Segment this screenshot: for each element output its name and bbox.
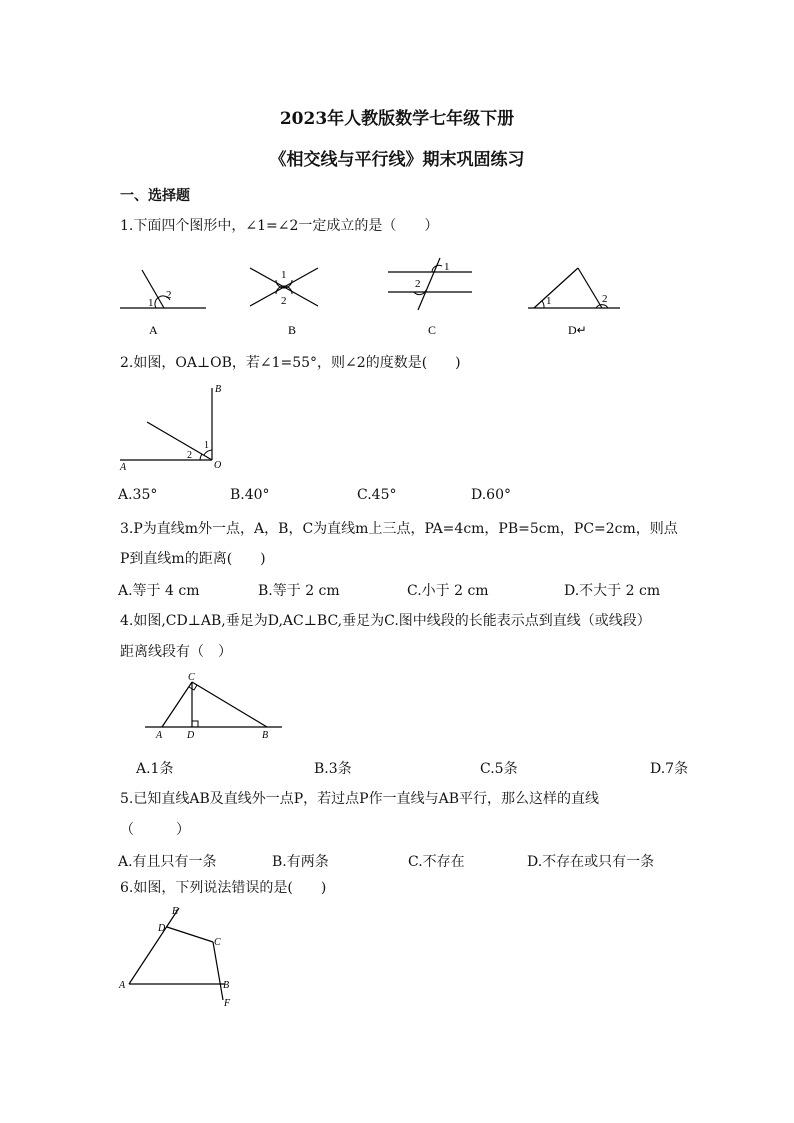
question-6-figure [115, 900, 245, 1012]
figure-b-angle-2: 2 [281, 295, 287, 307]
figure-c-label: C [428, 323, 437, 337]
q4-option-b: B.3条 [314, 761, 352, 777]
figure-6-point-c: C [214, 937, 221, 948]
figure-c [388, 258, 472, 337]
figure-c-angle-1: 1 [444, 261, 450, 273]
question-2-figure [115, 380, 235, 475]
q2-option-a: A.35° [118, 487, 158, 503]
q5-option-a: A.有且只有一条 [118, 854, 217, 870]
figure-a [120, 270, 206, 337]
q2-option-b: B.40° [230, 487, 270, 503]
figure-b-angle-1: 1 [281, 269, 287, 281]
question-3-line-2: P到直线m的距离( ) [120, 551, 266, 567]
figure-2-angle-1: 1 [204, 440, 209, 451]
q4-option-a: A.1条 [136, 761, 174, 777]
q2-option-d: D.60° [471, 487, 511, 503]
figure-2-point-o: O [214, 460, 222, 471]
figure-2-angle-2: 2 [187, 450, 192, 461]
document-title: 2023年人教版数学七年级下册 [279, 109, 515, 129]
figure-6-point-e: E [172, 906, 179, 917]
section-heading: 一、选择题 [120, 188, 190, 204]
question-3-line-1: 3.P为直线m外一点，A，B，C为直线m上三点，PA=4cm，PB=5cm，PC=2cm，则点 [120, 521, 678, 537]
question-2-text: 2.如图，OA⊥OB，若∠1=55°，则∠2的度数是( ) [120, 355, 461, 371]
figure-6-point-d: D [158, 923, 166, 934]
figure-b [250, 268, 318, 337]
figure-4-point-a: A [156, 730, 163, 741]
question-5-line-2: （ ） [120, 822, 190, 838]
figure-d-angle-2: 2 [602, 293, 608, 305]
q5-option-c: C.不存在 [408, 854, 465, 870]
q3-option-b: B.等于 2 cm [258, 583, 340, 599]
figure-a-angle-1: 1 [148, 297, 154, 309]
figure-a-angle-2: 2 [166, 289, 172, 301]
figure-a-label: A [149, 323, 158, 337]
figure-4-point-b: B [262, 730, 269, 741]
figure-d [528, 268, 620, 337]
figure-6-point-b: B [223, 980, 230, 991]
question-6-text: 6.如图，下列说法错误的是( ) [120, 880, 327, 896]
question-1-figures [110, 250, 650, 340]
q3-option-c: C.小于 2 cm [407, 583, 489, 599]
question-1-text: 1.下面四个图形中，∠1=∠2一定成立的是（ ） [120, 218, 439, 234]
figure-6-point-f: F [224, 998, 231, 1009]
document-subtitle: 《相交线与平行线》期末巩固练习 [269, 150, 525, 170]
question-4-figure [140, 670, 290, 745]
q3-option-d: D.不大于 2 cm [564, 583, 661, 599]
figure-2-point-a: A [120, 462, 127, 473]
figure-d-angle-1: 1 [546, 295, 552, 307]
question-4-line-1: 4.如图,CD⊥AB,垂足为D,AC⊥BC,垂足为C.图中线段的长能表示点到直线（或线段） [120, 613, 651, 629]
q2-option-c: C.45° [357, 487, 397, 503]
figure-c-angle-2: 2 [415, 278, 421, 290]
figure-d-label: D↵ [568, 323, 587, 337]
q3-option-a: A.等于 4 cm [118, 583, 200, 599]
figure-6-point-a: A [119, 980, 126, 991]
question-4-line-2: 距离线段有（ ） [120, 644, 232, 660]
figure-2-point-b: B [215, 384, 222, 395]
figure-b-label: B [288, 323, 297, 337]
q5-option-d: D.不存在或只有一条 [527, 854, 655, 870]
q4-option-c: C.5条 [480, 761, 518, 777]
q4-option-d: D.7条 [650, 761, 689, 777]
q5-option-b: B.有两条 [272, 854, 329, 870]
figure-4-point-c: C [188, 672, 195, 683]
figure-4-point-d: D [187, 730, 195, 741]
question-5-line-1: 5.已知直线AB及直线外一点P，若过点P作一直线与AB平行，那么这样的直线 [120, 791, 599, 807]
